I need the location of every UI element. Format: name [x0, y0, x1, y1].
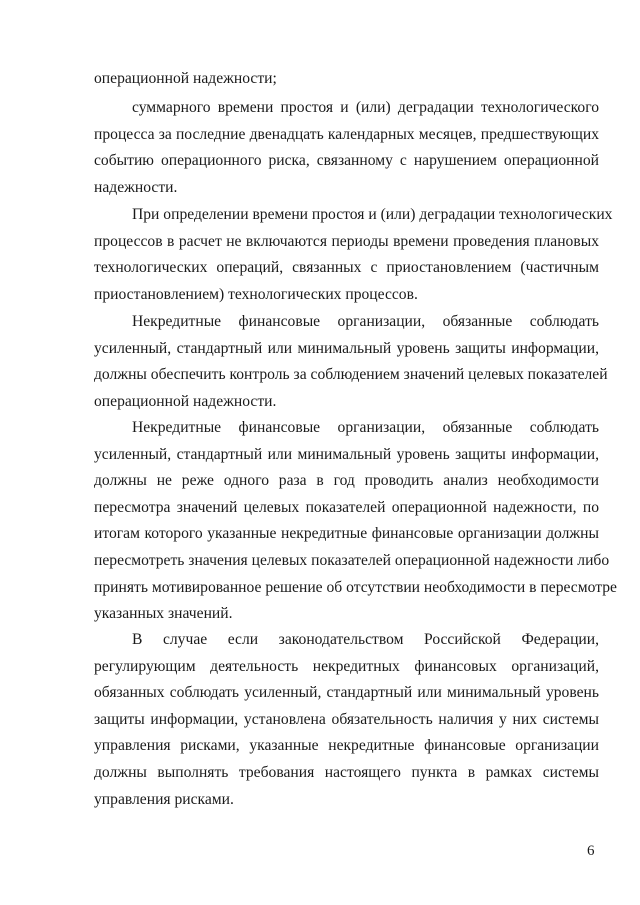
paragraph-control-obligation — [94, 309, 608, 415]
text-line: усиленный, стандартный или минимальный уровень защиты информации, — [94, 445, 599, 463]
text-line: усиленный, стандартный или минимальный уровень защиты информации, — [94, 339, 599, 357]
text-line: Некредитные финансовые организации, обязанные соблюдать — [132, 313, 599, 330]
paragraph-downtime-exclusions — [94, 202, 613, 308]
text-line: указанных значений. — [94, 605, 233, 623]
text-line: событию операционного риска, связанному с нарушением операционной — [94, 152, 599, 170]
text-line: В случае если законодательством Российской Федерации, — [132, 631, 599, 648]
paragraph-continuation — [94, 66, 599, 93]
text-line: надежности. — [94, 178, 178, 196]
text-line: пересмотреть значения целевых показателей операционной надежности либо — [94, 551, 610, 569]
text-line: должны обеспечить контроль за соблюдением значений целевых показателей — [94, 366, 608, 384]
text-line: защиты информации, установлена обязательность наличия у них системы — [94, 710, 599, 728]
text-line: итогам которого указанные некредитные финансовые организации должны — [94, 525, 599, 543]
text-line: управления рисками, указанные некредитные финансовые организации — [94, 737, 599, 755]
paragraph-risk-management — [94, 627, 599, 813]
text-line: обязанных соблюдать усиленный, стандартный или минимальный уровень — [94, 684, 599, 702]
text-line: регулирующим деятельность некредитных финансовых организаций, — [94, 657, 599, 675]
text-line: операционной надежности. — [94, 392, 277, 410]
text-line: принять мотивированное решение об отсутствии необходимости в пересмотре — [94, 578, 617, 596]
text-line: управления рисками. — [94, 790, 234, 808]
text-line: процессов в расчет не включаются периоды времени проведения плановых — [94, 232, 599, 250]
text-line: должны не реже одного раза в год проводить анализ необходимости — [94, 472, 599, 490]
text-line: При определении времени простоя и (или) деградации технологических — [132, 206, 613, 223]
text-line: операционной надежности; — [94, 70, 277, 87]
text-line: Некредитные финансовые организации, обязанные соблюдать — [132, 419, 599, 436]
paragraph-annual-review — [94, 415, 617, 628]
page-number: 6 — [587, 843, 595, 859]
text-line: должны выполнять требования настоящего пункта в рамках системы — [94, 763, 599, 781]
text-line: процесса за последние двенадцать календарных месяцев, предшествующих — [94, 125, 599, 143]
text-line: технологических операций, связанных с приостановлением (частичным — [94, 259, 599, 277]
paragraph-total-downtime — [94, 95, 599, 201]
text-line: приостановлением) технологических процессов. — [94, 285, 418, 303]
text-line: суммарного времени простоя и (или) деградации технологического — [132, 99, 599, 116]
text-line: пересмотра значений целевых показателей операционной надежности, по — [94, 498, 599, 516]
